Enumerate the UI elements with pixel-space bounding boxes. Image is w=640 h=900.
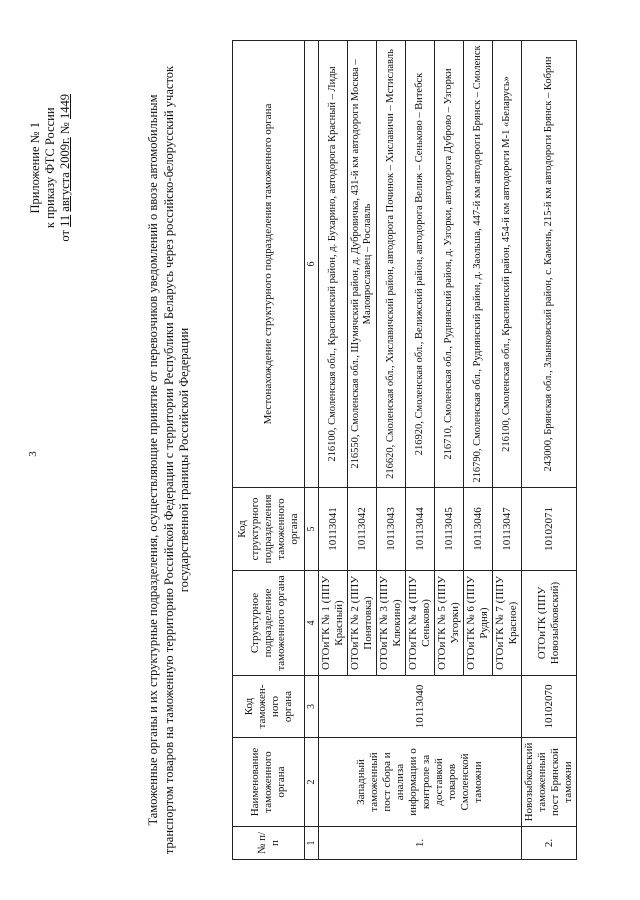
- table-header-row: [233, 41, 305, 860]
- unit-code: 10113045: [435, 488, 464, 571]
- unit-name: ОТОиТК № 7 (ППУ Красное): [493, 571, 522, 676]
- appendix-line-2: к приказу ФТС России: [43, 107, 57, 229]
- table-row: [522, 41, 577, 860]
- unit-name: ОТОиТК № 6 (ППУ Рудня): [464, 571, 493, 676]
- header-unit-location: Местонахождение структурного подразделения таможенного органа: [233, 41, 305, 488]
- unit-code: 10113044: [406, 488, 435, 571]
- appendix-line-3: от 11 августа 2009г. № 1449: [58, 94, 72, 242]
- column-number-row: [305, 41, 319, 860]
- order-month-year: августа 2009г.: [58, 137, 72, 212]
- unit-address: 243000, Брянская обл., Злынковский район, с. Камень, 215-й км автодороги Брянск – Кобрин: [522, 41, 577, 488]
- customs-name: Новозыбковский таможенный пост Брянской таможни: [522, 738, 577, 827]
- column-number: 6: [305, 41, 319, 488]
- unit-code: 10113041: [319, 488, 348, 571]
- unit-name: ОТОиТК № 5 (ППУ Узгорки): [435, 571, 464, 676]
- unit-address: 216550, Смоленская обл., Шумячский район, д. Дубровичка, 431-й км автодороги Москва – Малоярославец – Рославль: [348, 41, 377, 488]
- unit-code: 10113043: [377, 488, 406, 571]
- table-row: [319, 41, 348, 860]
- unit-name: ОТОиТК (ППУ Новозыбковский): [522, 571, 577, 676]
- unit-address: 216100, Смоленская обл., Краснинский район, 454-й км автодороги М-1 «Беларусь»: [493, 41, 522, 488]
- unit-code: 10113042: [348, 488, 377, 571]
- header-num: № п/п: [233, 827, 305, 860]
- appendix-header: [28, 94, 73, 242]
- unit-code: 10113047: [493, 488, 522, 571]
- page-number: 3: [26, 451, 39, 457]
- unit-address: 216100, Смоленская обл., Краснинский район, д. Бухарино, автодорога Красный – Лиды: [319, 41, 348, 488]
- customs-table: [232, 40, 577, 860]
- unit-name: ОТОиТК № 4 (ППУ Сеньково): [406, 571, 435, 676]
- unit-address: 216710, Смоленская обл., Руднянский район, д. Узгорки, автодорога Дуброво – Узгорки: [435, 41, 464, 488]
- column-number: 4: [305, 571, 319, 676]
- unit-address: 216620, Смоленская обл., Хиславичский район, автодорога Починок – Хиславичи – Мстиславль: [377, 41, 406, 488]
- column-number: 5: [305, 488, 319, 571]
- header-unit-code: Код структурного подразделения таможенного органа: [233, 488, 305, 571]
- header-customs-name: Наименование таможенного органа: [233, 738, 305, 827]
- unit-address: 216920, Смоленская обл., Велижский район, автодорога Велиж – Сеньково – Витебск: [406, 41, 435, 488]
- row-number: 1.: [319, 827, 522, 860]
- column-number: 1: [305, 827, 319, 860]
- unit-address: 216790, Смоленская обл., Руднянский район, д. Заольша, 447-й км автодороги Брянск – Смоленск: [464, 41, 493, 488]
- unit-code: 10102071: [522, 488, 577, 571]
- unit-name: ОТОиТК № 1 (ППУ Красный): [319, 571, 348, 676]
- unit-name: ОТОиТК № 2 (ППУ Понятовка): [348, 571, 377, 676]
- column-number: 2: [305, 738, 319, 827]
- unit-code: 10113046: [464, 488, 493, 571]
- header-customs-code: Код таможен-ного органа: [233, 676, 305, 738]
- order-day: 11: [58, 214, 72, 227]
- customs-name: Западный таможенный пост сбора и анализа информации о контроле за доставкой товаров Смоленской таможни: [319, 738, 522, 827]
- appendix-line-1: Приложение № 1: [28, 122, 42, 214]
- column-number: 3: [305, 676, 319, 738]
- unit-name: ОТОиТК № 3 (ППУ Клюкино): [377, 571, 406, 676]
- order-number: 1449: [58, 94, 72, 119]
- customs-code: 10102070: [522, 676, 577, 738]
- header-unit-name: Структурное подразделение таможенного органа: [233, 571, 305, 676]
- row-number: 2.: [522, 827, 577, 860]
- customs-code: 10113040: [319, 676, 522, 738]
- document-title: Таможенные органы и их структурные подразделения, осуществляющие принятие от перевозчиков уведомлений о ввозе автомобильным транспортом товаров на таможенную территорию Российской Федерации с территории Республики Беларусь через российско-белорусский участок государственной границы Российской Федерации: [146, 65, 191, 855]
